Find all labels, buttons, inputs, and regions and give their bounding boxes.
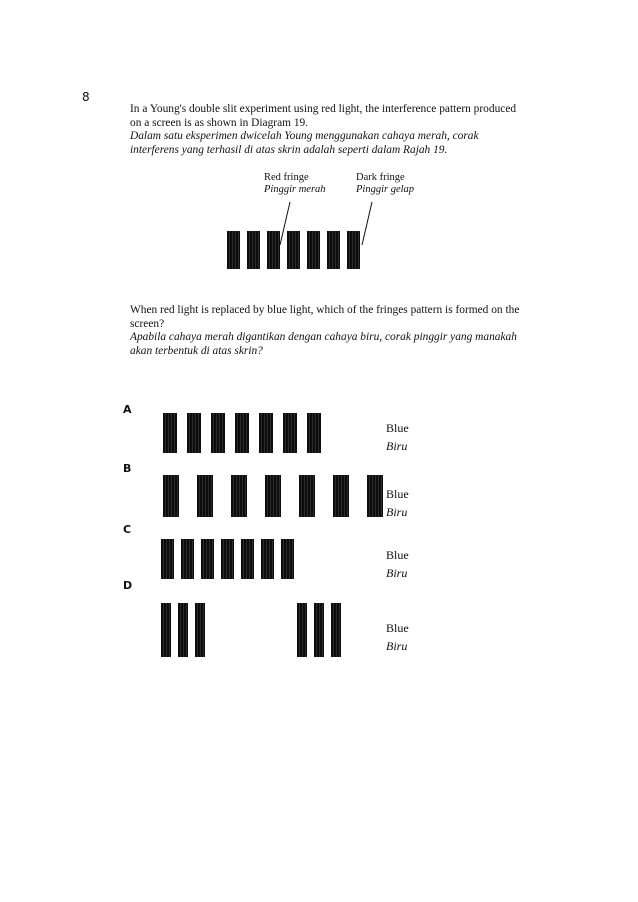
prompt-malay: Apabila cahaya merah digantikan dengan cahaya biru, corak pinggir yang manakah akan terbentuk di atas skrin? — [130, 331, 517, 357]
option-d-letter[interactable]: D — [123, 579, 133, 592]
fringe-bar — [261, 539, 274, 579]
fringe-bar — [347, 231, 360, 269]
option-c-fringe-pattern[interactable] — [161, 539, 294, 579]
fringe-bar — [307, 413, 321, 453]
option-c-label — [386, 546, 409, 582]
fringe-bar — [241, 539, 254, 579]
fringe-bar — [178, 603, 188, 657]
fringe-bar — [163, 413, 177, 453]
option-d-label — [386, 619, 409, 655]
fringe-bar — [367, 475, 383, 517]
fringe-bar — [161, 603, 171, 657]
stem-malay: Dalam satu eksperimen dwicelah Young menggunakan cahaya merah, corak interferens yang terhasil di atas skrin adalah seperti dalam Rajah 19. — [130, 130, 479, 156]
option-b-label-ms: Biru — [386, 505, 408, 519]
option-b-label — [386, 485, 409, 521]
option-b-fringe-pattern[interactable] — [163, 475, 383, 517]
prompt-english: When red light is replaced by blue light, which of the fringes pattern is formed on the screen? — [130, 304, 520, 330]
option-a-label-en: Blue — [386, 421, 409, 435]
fringe-bar — [195, 603, 205, 657]
fringe-bar — [259, 413, 273, 453]
fringe-bar — [299, 475, 315, 517]
diagram-19-fringe-pattern — [227, 231, 360, 269]
fringe-bar — [163, 475, 179, 517]
fringe-bar — [161, 539, 174, 579]
fringe-bar — [333, 475, 349, 517]
red-fringe-label-ms: Pinggir merah — [264, 184, 326, 195]
fringe-bar — [181, 539, 194, 579]
option-a-label-ms: Biru — [386, 439, 408, 453]
fringe-bar — [247, 231, 260, 269]
option-b-letter[interactable]: B — [123, 462, 132, 475]
option-d-fringe-pattern[interactable] — [161, 603, 341, 657]
question-prompt — [130, 304, 530, 358]
fringe-bar — [314, 603, 324, 657]
option-a-fringe-pattern[interactable] — [163, 413, 321, 453]
fringe-bar — [231, 475, 247, 517]
question-number: 8 — [82, 90, 90, 104]
fringe-bar — [297, 603, 307, 657]
option-c-label-en: Blue — [386, 548, 409, 562]
fringe-bar — [307, 231, 320, 269]
fringe-bar — [331, 603, 341, 657]
option-a-label — [386, 419, 409, 455]
fringe-bar — [197, 475, 213, 517]
fringe-bar — [267, 231, 280, 269]
fringe-bar — [287, 231, 300, 269]
red-fringe-label-en: Red fringe — [264, 172, 309, 183]
fringe-bar — [187, 413, 201, 453]
fringe-bar — [265, 475, 281, 517]
option-a-letter[interactable]: A — [123, 403, 132, 416]
fringe-bar — [327, 231, 340, 269]
dark-fringe-pointer — [362, 202, 372, 245]
option-d-label-ms: Biru — [386, 639, 408, 653]
fringe-bar — [283, 413, 297, 453]
fringe-bar — [221, 539, 234, 579]
option-d-label-en: Blue — [386, 621, 409, 635]
option-c-letter[interactable]: C — [123, 523, 132, 536]
fringe-bar — [235, 413, 249, 453]
fringe-bar — [211, 413, 225, 453]
stem-english: In a Young's double slit experiment using red light, the interference pattern produced on a screen is as shown in Diagram 19. — [130, 103, 517, 129]
fringe-bar — [201, 539, 214, 579]
dark-fringe-label-ms: Pinggir gelap — [356, 184, 415, 195]
fringe-bar — [281, 539, 294, 579]
option-b-label-en: Blue — [386, 487, 409, 501]
option-c-label-ms: Biru — [386, 566, 408, 580]
fringe-bar — [227, 231, 240, 269]
dark-fringe-label-en: Dark fringe — [356, 172, 405, 183]
